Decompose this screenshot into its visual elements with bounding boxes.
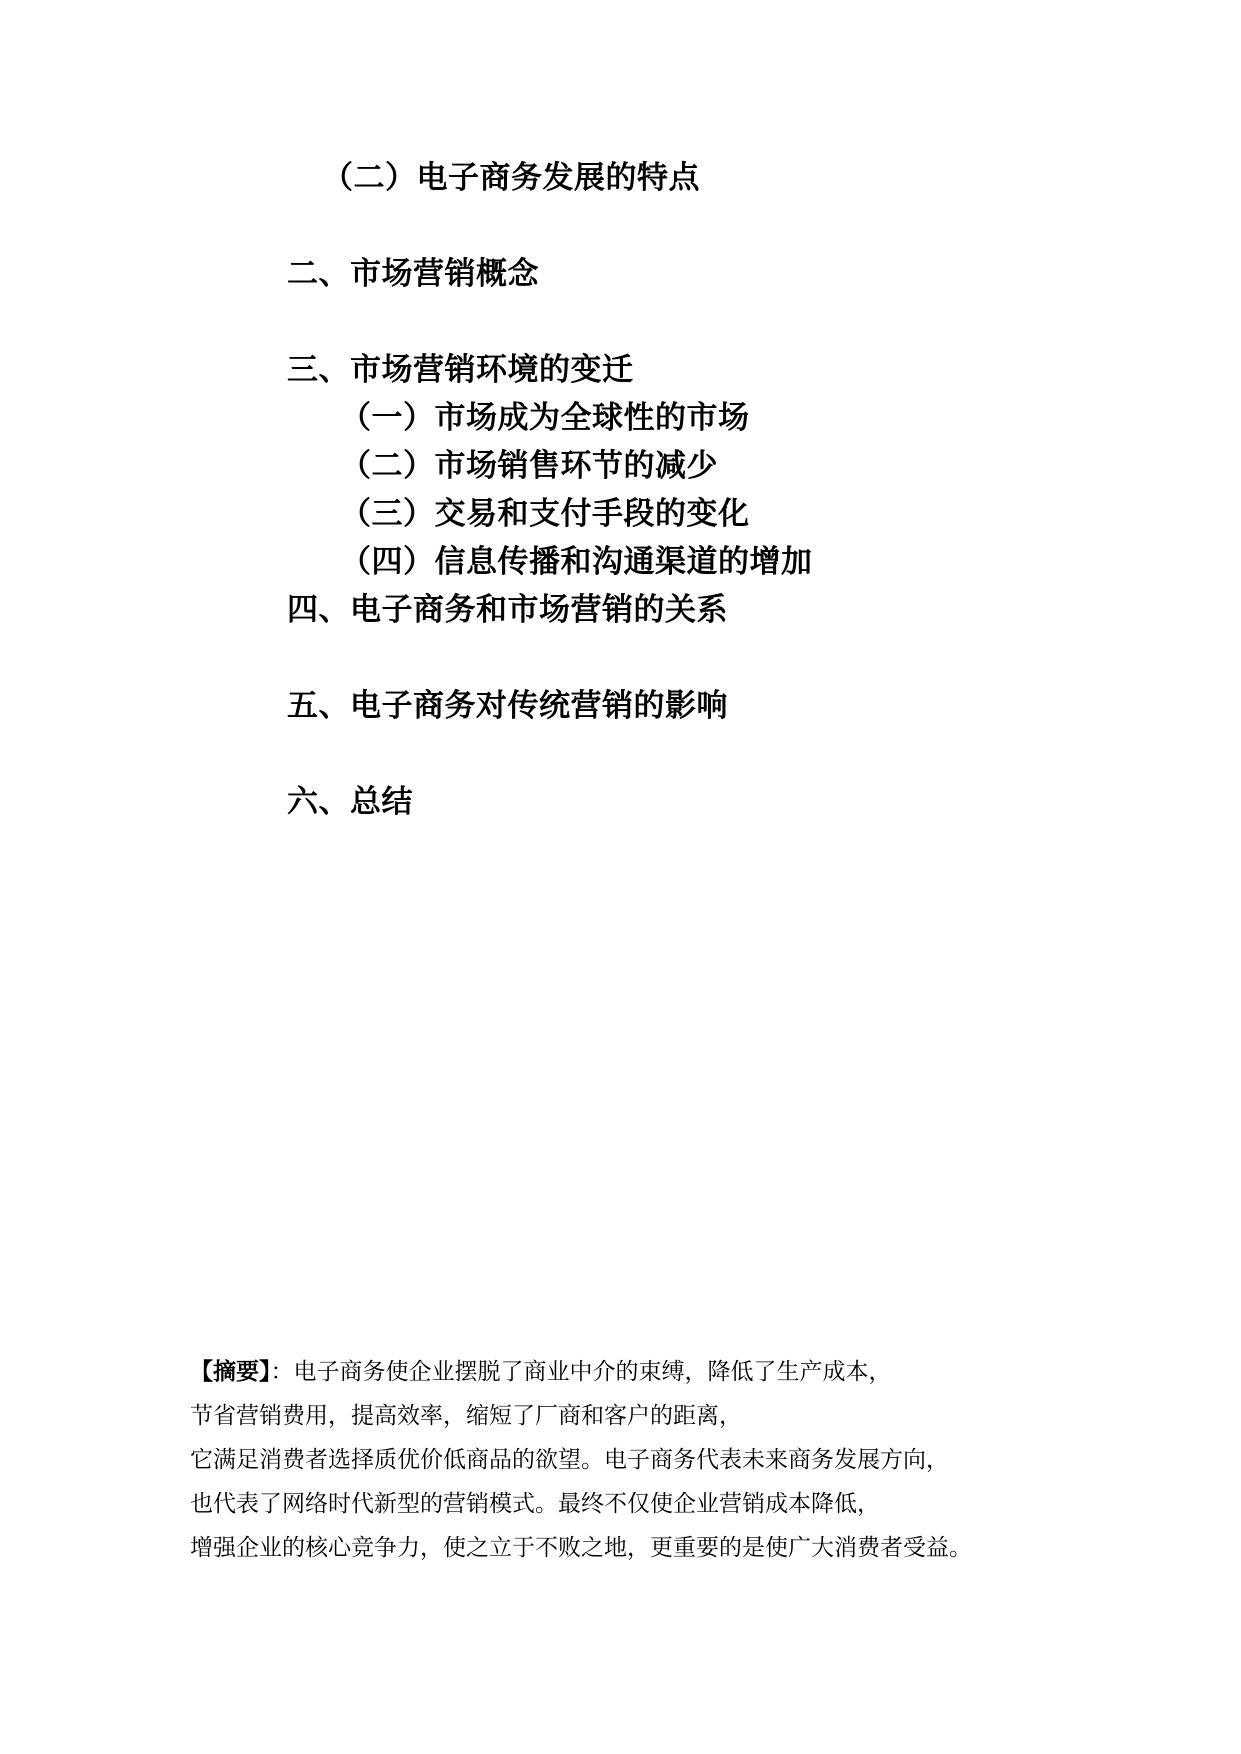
abstract-block (190, 1350, 1190, 1570)
toc-item-3-4: （四）信息传播和沟通渠道的增加 (340, 544, 813, 580)
abstract-text: 电子商务使企业摆脱了商业中介的束缚，降低了生产成本， (293, 1359, 892, 1385)
toc-item-3-2: （二）市场销售环节的减少 (340, 448, 718, 484)
abstract-line-2: 节省营销费用，提高效率，缩短了厂商和客户的距离， (190, 1403, 742, 1429)
toc-item-section-2: 二、市场营销概念 (287, 256, 539, 292)
abstract-line-1 (190, 1350, 1190, 1394)
abstract-line-5: 增强企业的核心竞争力，使之立于不败之地，更重要的是使广大消费者受益。 (190, 1535, 972, 1561)
toc-item-3-3: （三）交易和支付手段的变化 (340, 496, 750, 532)
abstract-separator: ： (270, 1359, 294, 1385)
toc-item-section-4: 四、电子商务和市场营销的关系 (287, 592, 728, 628)
toc-item-3-1: （一）市场成为全球性的市场 (340, 400, 750, 436)
toc-item-section-5: 五、电子商务对传统营销的影响 (287, 688, 728, 724)
abstract-line-4: 也代表了网络时代新型的营销模式。最终不仅使企业营销成本降低， (190, 1491, 880, 1517)
abstract-line-3: 它满足消费者选择质优价低商品的欲望。电子商务代表未来商务发展方向， (190, 1447, 949, 1473)
abstract-label: 【摘要】 (190, 1359, 271, 1385)
toc-item-section-6: 六、总结 (287, 784, 413, 820)
toc-item-2-2: （二）电子商务发展的特点 (322, 160, 700, 196)
toc-item-section-3: 三、市场营销环境的变迁 (287, 352, 634, 388)
